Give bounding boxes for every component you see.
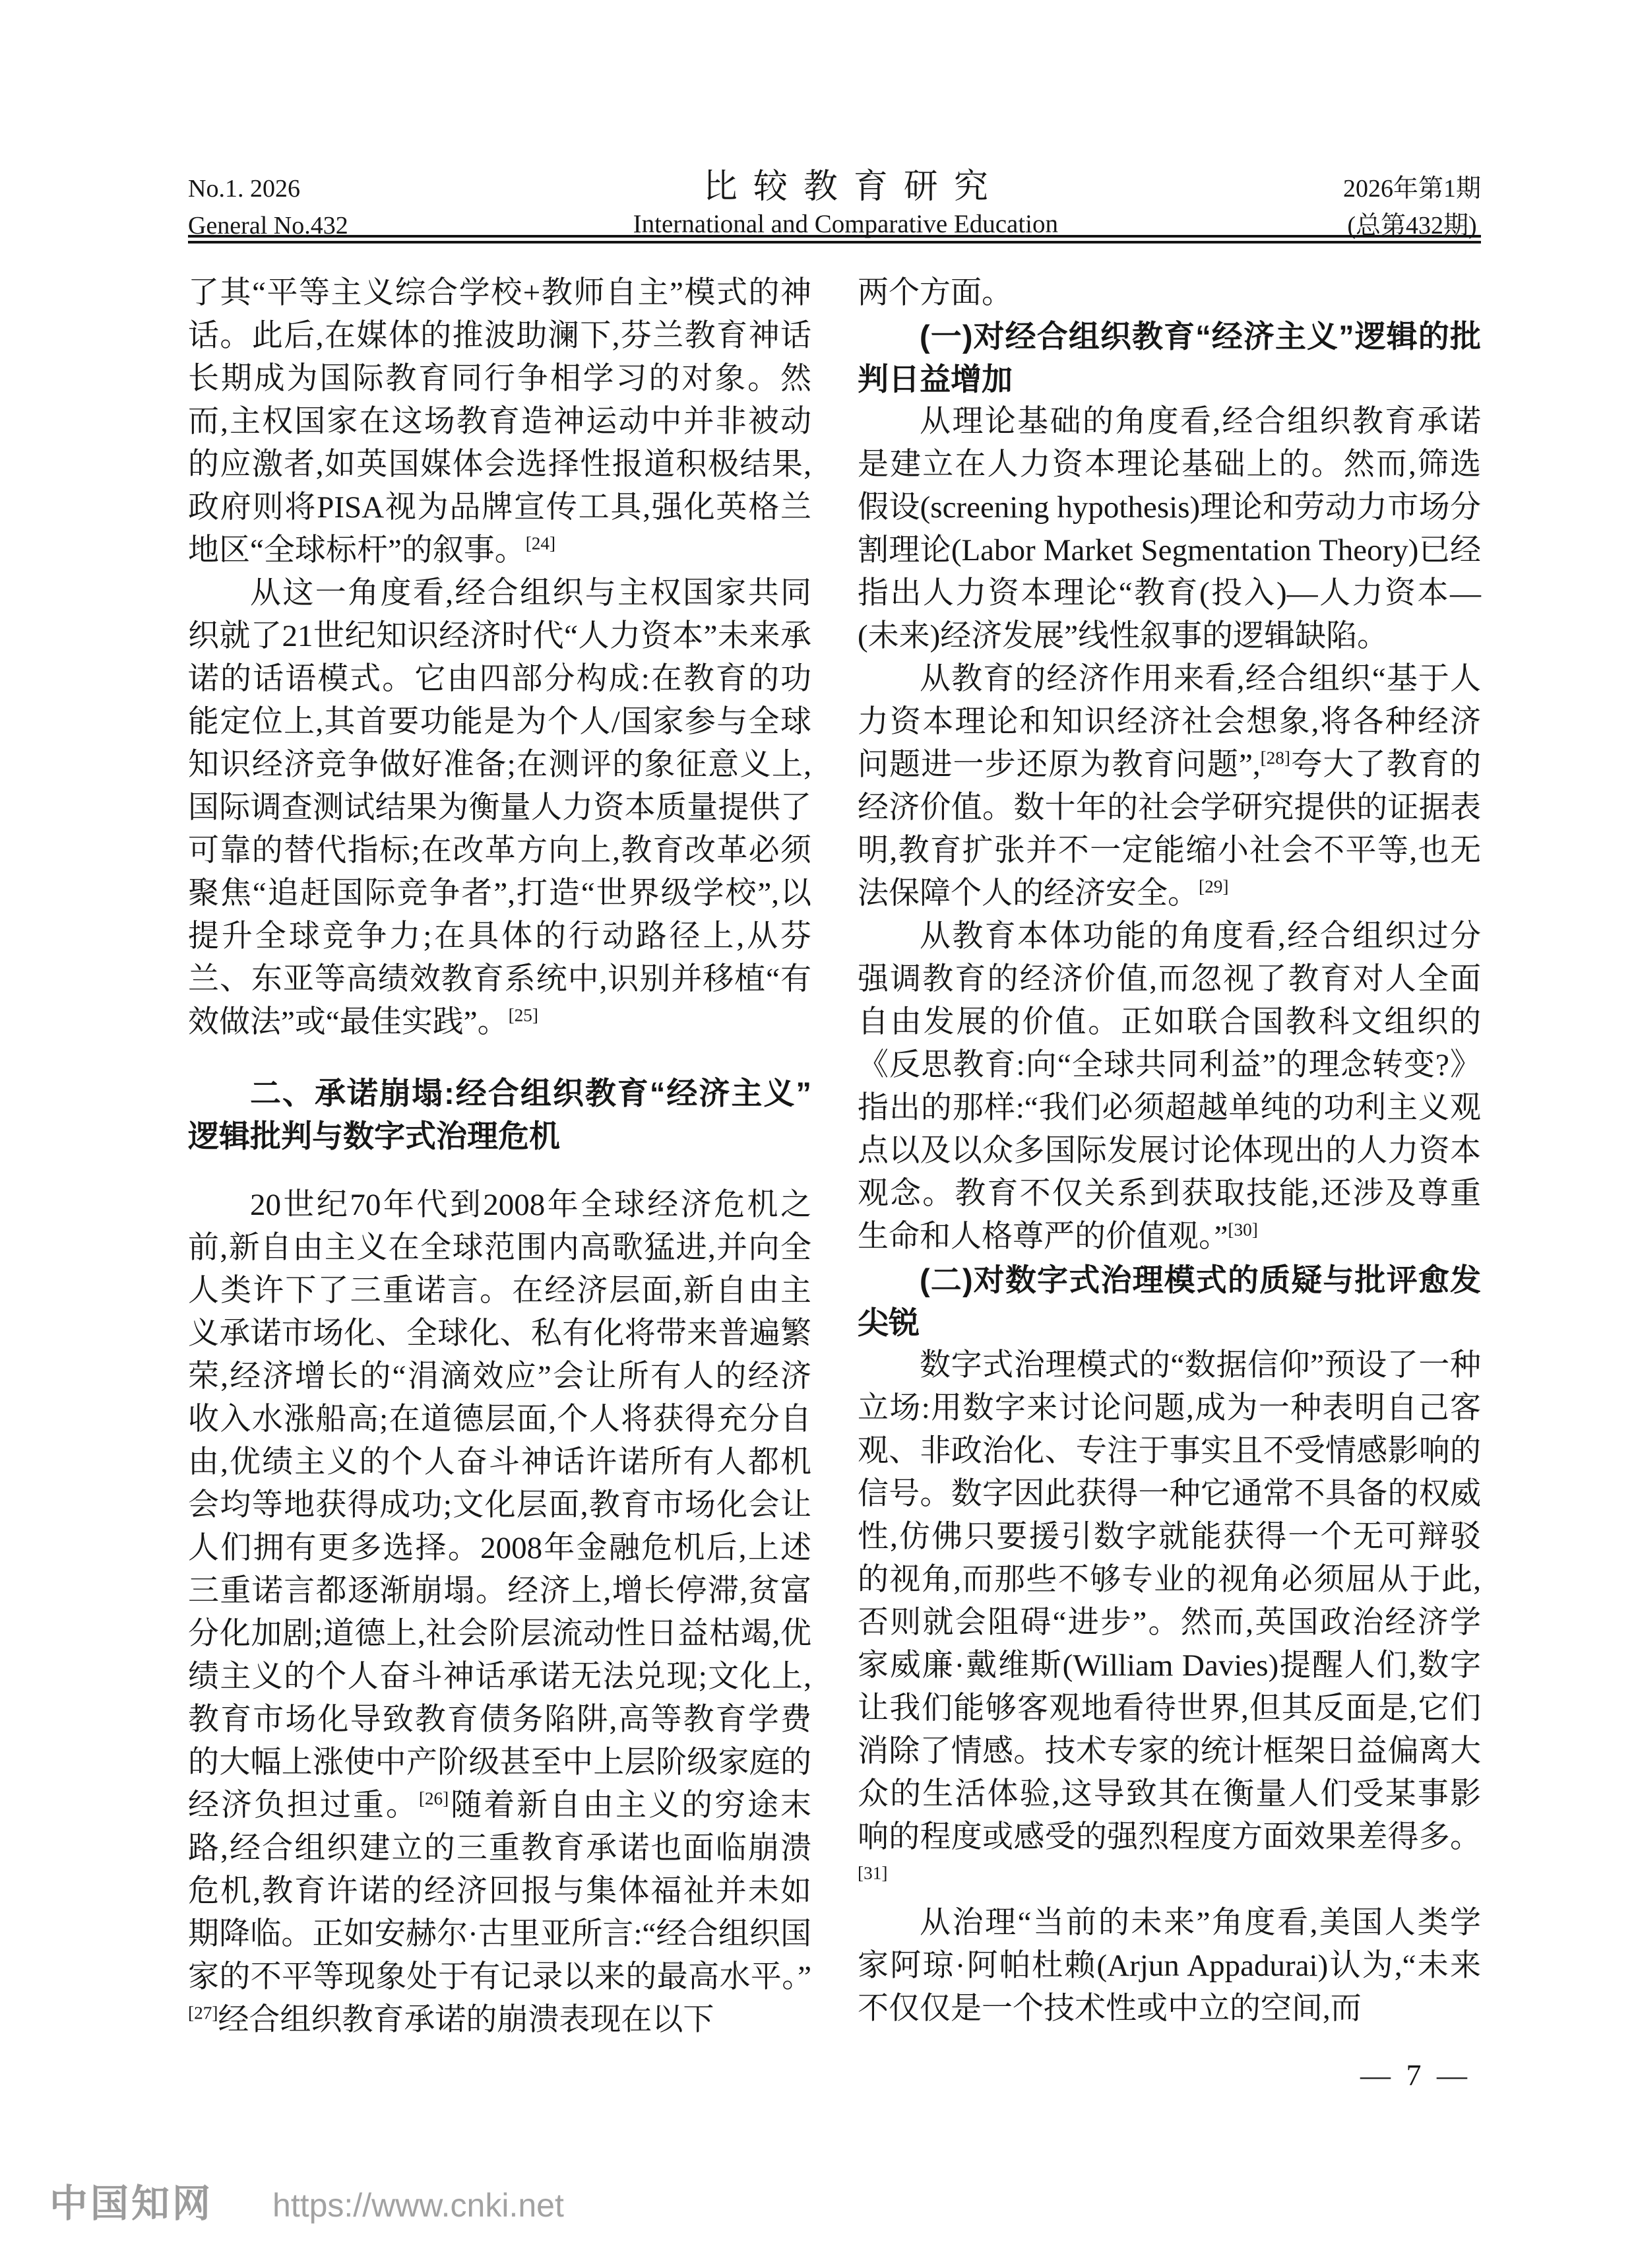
cnki-logo-text: 中国知网 [49,2182,214,2225]
general-no-en: General No.432 [188,212,348,240]
issue-info-right [1343,170,1481,244]
footnote-ref: [31] [858,1863,888,1883]
footnote-ref: [25] [508,1005,538,1025]
subsection-heading: (二)对数字式治理模式的质疑与批评愈发尖锐 [858,1262,1481,1340]
subsection-heading: (一)对经合组织教育“经济主义”逻辑的批判日益增加 [858,319,1481,397]
left-column [188,272,811,2042]
paragraph: 了其“平等主义综合学校+教师自主”模式的神话。此后,在媒体的推波助澜下,芬兰教育神话长期成为国际教育同行争相学习的对象。然而,主权国家在这场教育造神运动中并非被动的应激者,如英国媒体会选择性报道积极结果,政府则将PISA视为品牌宣传工具,强化英格兰地区“全球标杆”的叙事。[24] [188,276,811,567]
paragraph: 从教育本体功能的角度看,经合组织过分强调教育的经济价值,而忽视了教育对人全面自由发展的价值。正如联合国教科文组织的《反思教育:向“全球共同利益”的理念转变?》指出的那样:“我们必须超越单纯的功利主义观点以及以众多国际发展讨论体现出的人力资本观念。教育不仅关系到获取技能,还涉及尊重生命和人格尊严的价值观。”[30] [858,919,1481,1254]
paragraph: 从治理“当前的未来”角度看,美国人类学家阿琼·阿帕杜赖(Arjun Appadurai)认为,“未来不仅仅是一个技术性或中立的空间,而 [858,1906,1481,2026]
header-double-rule [188,235,1481,243]
page-header [188,170,1481,244]
footnote-ref: [26] [418,1788,449,1809]
paragraph: 20世纪70年代到2008年全球经济危机之前,新自由主义在全球范围内高歌猛进,并向全人类许下了三重诺言。在经济层面,新自由主义承诺市场化、全球化、私有化将带来普遍繁荣,经济增长的“涓滴效应”会让所有人的经济收入水涨船高;在道德层面,个人将获得充分自由,优绩主义的个人奋斗神话许诺所有人都机会均等地获得成功;文化层面,教育市场化会让人们拥有更多选择。2008年金融危机后,上述三重诺言都逐渐崩塌。经济上,增长停滞,贫富分化加剧;道德上,社会阶层流动性日益枯竭,优绩主义的个人奋斗神话承诺无法兑现;文化上,教育市场化导致教育债务陷阱,高等教育学费的大幅上涨使中产阶级甚至中上层阶级家庭的经济负担过重。[26]随着新自由主义的穷途末路,经合组织建立的三重教育承诺也面临崩溃危机,教育许诺的经济回报与集体福祉并未如期降临。正如安赫尔·古里亚所言:“经合组织国家的不平等现象处于有记录以来的最高水平。”[27]经合组织教育承诺的崩溃表现在以下 [188,1188,812,2037]
footnote-ref: [30] [1228,1219,1258,1240]
issue-no-cn: 2026年第1期 [1342,175,1481,203]
paragraph: 数字式治理模式的“数据信仰”预设了一种立场:用数字来讨论问题,成为一种表明自己客观、非政治化、专注于事实且不受情感影响的信号。数字因此获得一种它通常不具备的权威性,仿佛只要援引数字就能获得一个无可辩驳的视角,而那些不够专业的视角必须屈从于此,否则就会阻碍“进步”。然而,英国政治经济学家威廉·戴维斯(William Davies)提醒人们,数字让我们能够客观地看待世界,但其反面是,它们消除了情感。技术专家的统计框架日益偏离大众的生活体验,这导致其在衡量人们受某事影响的程度或感受的强烈程度方面效果差得多。[31] [858,1348,1481,1883]
issue-info-left [188,170,348,244]
cnki-url: https://www.cnki.net [272,2187,564,2224]
section-heading: 二、承诺崩塌:经合组织教育“经济主义”逻辑批判与数字式治理危机 [188,1076,811,1153]
cnki-watermark [49,2172,564,2228]
issue-no-en: No.1. 2026 [188,175,300,203]
footnote-ref: [24] [525,533,556,554]
general-no-cn: (总第432期) [1347,212,1477,240]
right-column [858,272,1481,2042]
footnote-ref: [27] [188,2003,218,2023]
journal-title-block [633,168,1058,242]
article-body [188,272,1481,2042]
journal-title-en: International and Comparative Education [633,210,1059,238]
footnote-ref: [28] [1260,748,1290,768]
footnote-ref: [29] [1199,876,1229,897]
page-number: — 7 — [1360,2058,1471,2092]
paragraph: 两个方面。 [858,276,1013,310]
journal-title-cn: 比较教育研究 [703,168,1004,206]
paragraph: 从教育的经济作用来看,经合组织“基于人力资本理论和知识经济社会想象,将各种经济问题进一步还原为教育问题”,[28]夸大了教育的经济价值。数十年的社会学研究提供的证据表明,教育扩张并不一定能缩小社会不平等,也无法保障个人的经济安全。[29] [858,662,1481,911]
paragraph: 从这一角度看,经合组织与主权国家共同织就了21世纪知识经济时代“人力资本”未来承诺的话语模式。它由四部分构成:在教育的功能定位上,其首要功能是为个人/国家参与全球知识经济竞争做好准备;在测评的象征意义上,国际调查测试结果为衡量人力资本质量提供了可靠的替代指标;在改革方向上,教育改革必须聚焦“追赶国际竞争者”,打造“世界级学校”,以提升全球竞争力;在具体的行动路径上,从芬兰、东亚等高绩效教育系统中,识别并移植“有效做法”或“最佳实践”。[25] [188,576,811,1039]
paragraph: 从理论基础的角度看,经合组织教育承诺是建立在人力资本理论基础上的。然而,筛选假设(screening hypothesis)理论和劳动力市场分割理论(Labor Market Segmentation Theory)已经指出人力资本理论“教育(投入)—人力资本—(未来)经济发展”线性叙事的逻辑缺陷。 [858,405,1481,653]
